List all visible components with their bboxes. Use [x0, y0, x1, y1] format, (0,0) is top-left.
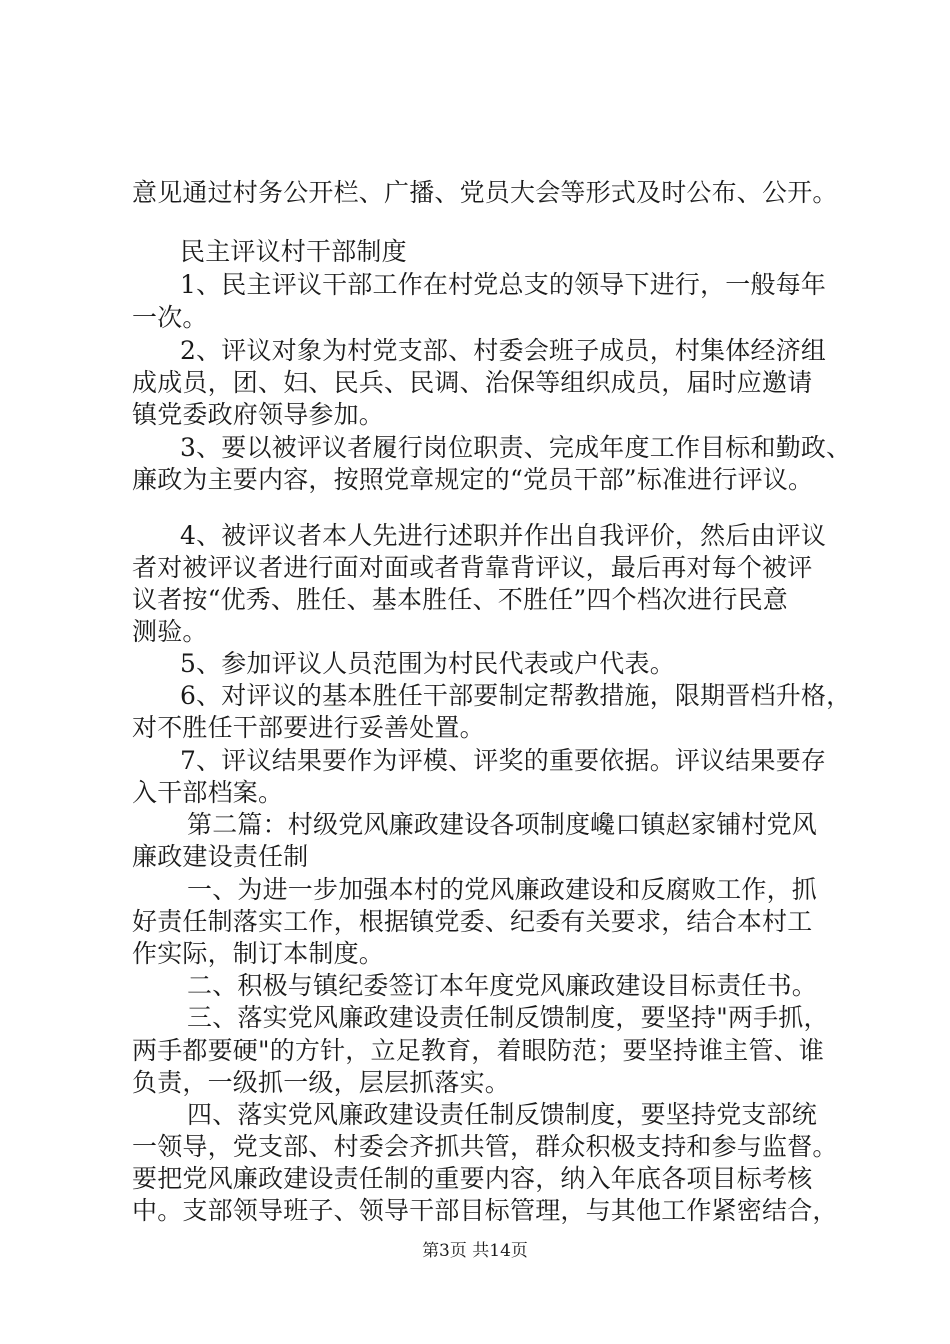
text-line: 测验。 [132, 617, 208, 646]
section-heading: 民主评议村干部制度 [180, 237, 407, 266]
text-line: 一领导，党支部、村委会齐抓共管，群众积极支持和参与监督。 [132, 1132, 838, 1161]
text-line: 1、民主评议干部工作在村党总支的领导下进行，一般每年 [180, 270, 827, 299]
text-line: 两手都要硬"的方针，立足教育，着眼防范；要坚持谁主管、谁 [132, 1036, 825, 1065]
text-line: 一、为进一步加强本村的党风廉政建设和反腐败工作，抓 [187, 875, 818, 904]
text-line: 作实际，制订本制度。 [132, 939, 385, 968]
text-line: 要把党风廉政建设责任制的重要内容，纳入年底各项目标考核 [132, 1164, 813, 1193]
chapter-heading: 廉政建设责任制 [132, 842, 309, 871]
text-line: 者对被评议者进行面对面或者背靠背评议，最后再对每个被评 [132, 553, 813, 582]
text-line: 对不胜任干部要进行妥善处置。 [132, 713, 485, 742]
text-line: 意见通过村务公开栏、广播、党员大会等形式及时公布、公开。 [132, 178, 838, 207]
text-line: 成成员，团、妇、民兵、民调、治保等组织成员，届时应邀请 [132, 368, 813, 397]
page-number: 第3页 共14页 [422, 1241, 528, 1261]
text-line: 一次。 [132, 303, 208, 332]
text-line: 镇党委政府领导参加。 [132, 400, 385, 429]
text-line: 二、积极与镇纪委签订本年度党风廉政建设目标责任书。 [187, 971, 818, 1000]
text-line: 6、对评议的基本胜任干部要制定帮教措施，限期晋档升格， [180, 681, 852, 710]
text-line: 四、落实党风廉政建设责任制反馈制度，要坚持党支部统 [187, 1100, 818, 1129]
text-line: 5、参加评议人员范围为村民代表或户代表。 [180, 649, 675, 678]
text-line: 中。支部领导班子、领导干部目标管理，与其他工作紧密结合， [132, 1196, 838, 1225]
text-line: 廉政为主要内容，按照党章规定的“党员干部”标准进行评议。 [132, 465, 814, 494]
text-line: 3、要以被评议者履行岗位职责、完成年度工作目标和勤政、 [180, 433, 852, 462]
chapter-heading: 第二篇：村级党风廉政建设各项制度巉口镇赵家铺村党风 [187, 810, 818, 839]
text-line: 4、被评议者本人先进行述职并作出自我评价，然后由评议 [180, 521, 827, 550]
text-line: 好责任制落实工作，根据镇党委、纪委有关要求，结合本村工 [132, 907, 813, 936]
text-line: 2、评议对象为村党支部、村委会班子成员，村集体经济组 [180, 336, 827, 365]
text-line: 入干部档案。 [132, 778, 284, 807]
text-line: 议者按“优秀、胜任、基本胜任、不胜任”四个档次进行民意 [132, 585, 788, 614]
text-line: 负责，一级抓一级，层层抓落实。 [132, 1068, 511, 1097]
text-line: 三、落实党风廉政建设责任制反馈制度，要坚持"两手抓， [187, 1003, 829, 1032]
text-line: 7、评议结果要作为评模、评奖的重要依据。评议结果要存 [180, 746, 827, 775]
